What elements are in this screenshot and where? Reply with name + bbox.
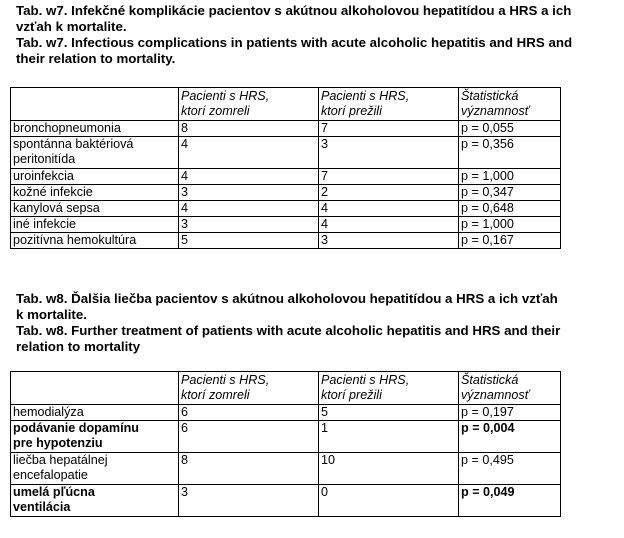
row-label [11,421,179,453]
row-died: 3 [179,217,319,233]
row-died: 4 [179,169,319,185]
table-row [11,405,561,421]
row-label-line2: peritonitída [13,152,76,166]
row-died: 8 [179,121,319,137]
table-row [11,453,561,485]
table-row [11,169,561,185]
row-label: kožné infekcie [11,185,179,201]
row-p-value: p = 1,000 [459,169,561,185]
row-died: 3 [179,185,319,201]
row-label-line2: ventilácia [13,500,71,514]
table-row [11,233,561,249]
row-label: pozitívna hemokultúra [11,233,179,249]
header-cell-died [179,88,319,121]
row-died: 6 [179,421,319,453]
caption-en-line1: Tab. w7. Infectious complications in patients with acute alcoholic hepatitis and HRS and [16,35,573,50]
header-text: ktorí prežili [321,104,382,118]
header-cell-significance [459,372,561,405]
row-label-line2: pre hypotenziu [13,436,103,450]
row-died: 6 [179,405,319,421]
header-cell-label [11,372,179,405]
row-p-value: p = 0,197 [459,405,561,421]
row-died: 8 [179,453,319,485]
row-died: 4 [179,201,319,217]
header-text: významnosť [461,104,530,118]
row-p-value: p = 0,495 [459,453,561,485]
table-row [11,217,561,233]
table-row [11,421,561,453]
row-label [11,137,179,169]
header-cell-label [11,88,179,121]
table-row [11,121,561,137]
header-cell-survived [319,372,459,405]
row-label: uroinfekcia [11,169,179,185]
row-survived: 0 [319,485,459,517]
row-survived: 5 [319,405,459,421]
row-label-line1: liečba hepatálnej [13,453,108,467]
caption-sk-line1: Tab. w7. Infekčné komplikácie pacientov s akútnou alkoholovou hepatitídou a HRS a ich [16,3,572,18]
table-header-row [11,372,561,405]
table-row [11,201,561,217]
row-p-value: p = 0,004 [459,421,561,453]
table-header-row [11,88,561,121]
row-p-value: p = 0,347 [459,185,561,201]
header-cell-significance [459,88,561,121]
header-text: Pacienti s HRS, [321,89,410,103]
row-label: hemodialýza [11,405,179,421]
row-survived: 4 [319,201,459,217]
table-row [11,485,561,517]
table-w8 [10,371,561,517]
row-label-line1: spontánna baktériová [13,137,134,151]
caption-en-line2: relation to mortality [16,339,141,354]
row-survived: 7 [319,121,459,137]
header-text: Štatistická [461,89,519,103]
row-label-line2: encefalopatie [13,468,88,482]
header-text: ktorí prežili [321,388,382,402]
caption-en-line1: Tab. w8. Further treatment of patients with acute alcoholic hepatitis and HRS and their [16,323,561,338]
caption-en-line2: their relation to mortality. [16,51,176,66]
header-text: Pacienti s HRS, [181,89,270,103]
row-p-value: p = 0,648 [459,201,561,217]
row-label [11,485,179,517]
row-died: 4 [179,137,319,169]
row-p-value: p = 1,000 [459,217,561,233]
header-text: Štatistická [461,373,519,387]
row-survived: 1 [319,421,459,453]
header-text: ktorí zomreli [181,388,250,402]
table-w7-caption [16,3,622,67]
row-label: bronchopneumonia [11,121,179,137]
header-text: Pacienti s HRS, [181,373,270,387]
caption-sk-line2: vzťah k mortalite. [16,19,127,34]
table-w8-caption [16,291,622,355]
row-label-line1: umelá pľúcna [13,485,95,499]
caption-sk-line1: Tab. w8. Ďalšia liečba pacientov s akútnou alkoholovou hepatitídou a HRS a ich vzťah [16,291,558,306]
header-cell-died [179,372,319,405]
table-w7 [10,87,561,249]
row-survived: 7 [319,169,459,185]
row-p-value: p = 0,049 [459,485,561,517]
header-cell-survived [319,88,459,121]
row-p-value: p = 0,167 [459,233,561,249]
row-p-value: p = 0,055 [459,121,561,137]
row-survived: 2 [319,185,459,201]
table-row [11,137,561,169]
header-text: Pacienti s HRS, [321,373,410,387]
row-survived: 3 [319,137,459,169]
header-text: ktorí zomreli [181,104,250,118]
table-row [11,185,561,201]
row-label-line1: podávanie dopamínu [13,421,139,435]
row-label [11,453,179,485]
row-died: 5 [179,233,319,249]
row-survived: 10 [319,453,459,485]
caption-sk-line2: k mortalite. [16,307,87,322]
row-died: 3 [179,485,319,517]
row-survived: 4 [319,217,459,233]
header-text: významnosť [461,388,530,402]
row-survived: 3 [319,233,459,249]
row-label: iné infekcie [11,217,179,233]
row-p-value: p = 0,356 [459,137,561,169]
row-label: kanylová sepsa [11,201,179,217]
